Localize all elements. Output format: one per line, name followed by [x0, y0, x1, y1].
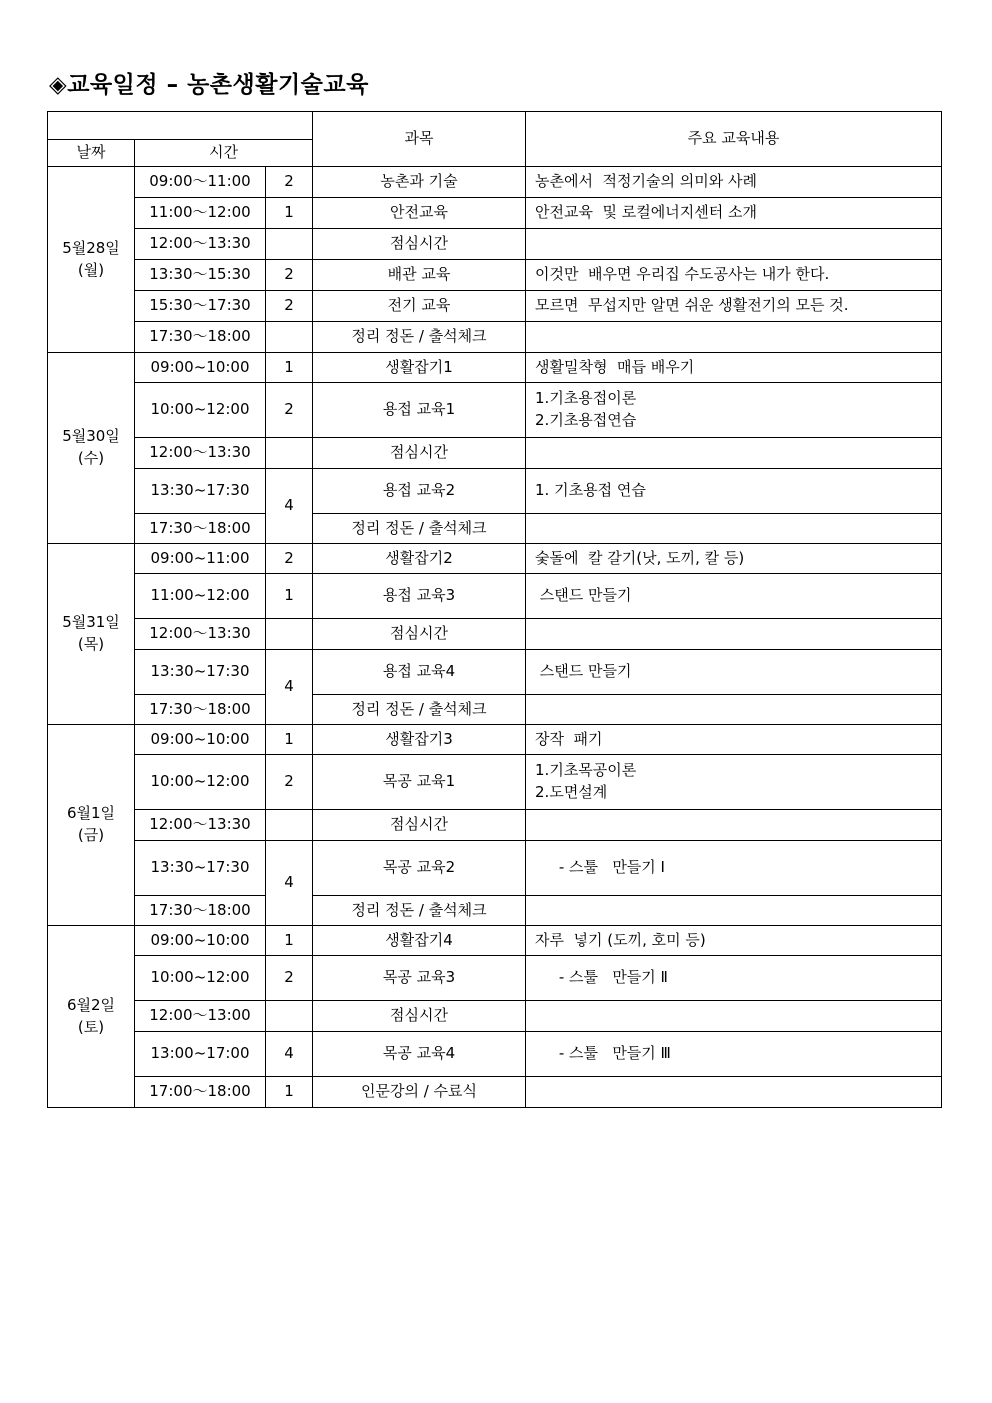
schedule-row: [48, 167, 942, 198]
content-cell: [526, 469, 942, 514]
hours-cell: [266, 229, 313, 260]
time-cell: 15:30～17:30: [135, 291, 266, 322]
date-label: 6월2일: [66, 995, 116, 1014]
content-cell: [526, 167, 942, 198]
content-cell: [526, 260, 942, 291]
hours-cell: [266, 619, 313, 650]
schedule-row: [48, 229, 942, 260]
header-date: 날짜: [48, 140, 135, 167]
content-line: 2.기초용접연습: [535, 411, 637, 429]
content-line: 스탠드 만들기: [535, 586, 632, 605]
schedule-row: [48, 544, 942, 574]
content-line: 1.기초용접이론: [535, 389, 637, 408]
content-line: - 스툴 만들기 Ⅱ: [535, 968, 668, 987]
content-cell: [526, 383, 942, 438]
content-cell: [526, 956, 942, 1001]
time-cell: 10:00~12:00: [135, 755, 266, 810]
time-cell: 09:00～11:00: [135, 167, 266, 198]
time-cell: 13:30~17:30: [135, 469, 266, 514]
subject-cell: 용접 교육1: [313, 383, 526, 438]
header-blank-cell: [48, 112, 313, 140]
time-cell: 13:30~17:30: [135, 650, 266, 695]
content-line: 2.도면설계: [535, 783, 608, 801]
content-cell: [526, 514, 942, 544]
hours-cell: 2: [266, 755, 313, 810]
content-cell: [526, 695, 942, 725]
date-label: 5월28일: [62, 238, 120, 257]
subject-cell: 점심시간: [313, 1001, 526, 1032]
content-cell: [526, 810, 942, 841]
schedule-row: [48, 574, 942, 619]
schedule-row: [48, 291, 942, 322]
hours-cell: 4: [266, 1032, 313, 1077]
subject-cell: 용접 교육3: [313, 574, 526, 619]
content-cell: [526, 755, 942, 810]
subject-cell: 정리 정돈 / 출석체크: [313, 322, 526, 353]
time-cell: 13:30～15:30: [135, 260, 266, 291]
time-cell: 11:00~12:00: [135, 574, 266, 619]
schedule-row: [48, 956, 942, 1001]
schedule-row: [48, 260, 942, 291]
date-cell: [48, 926, 135, 1108]
weekday-label: (수): [77, 449, 105, 467]
content-line: 생활밀착형 매듭 배우기: [535, 357, 695, 376]
subject-cell: 정리 정돈 / 출석체크: [313, 514, 526, 544]
weekday-label: (월): [77, 260, 105, 279]
hours-cell: 1: [266, 353, 313, 383]
schedule-row: [48, 619, 942, 650]
subject-cell: 목공 교육2: [313, 841, 526, 896]
subject-cell: 점심시간: [313, 229, 526, 260]
content-cell: [526, 1001, 942, 1032]
subject-cell: 농촌과 기술: [313, 167, 526, 198]
time-cell: 12:00～13:30: [135, 810, 266, 841]
weekday-label: (토): [77, 1017, 105, 1036]
content-line: 스탠드 만들기: [535, 662, 632, 681]
header-subject: 과목: [313, 112, 526, 167]
subject-cell: 목공 교육1: [313, 755, 526, 810]
hours-cell: 1: [266, 1077, 313, 1108]
schedule-row: [48, 469, 942, 514]
hours-cell: [266, 322, 313, 353]
subject-cell: 생활잡기2: [313, 544, 526, 574]
schedule-row: [48, 438, 942, 469]
content-line: - 스툴 만들기 Ⅰ: [535, 858, 665, 877]
hours-cell: 2: [266, 291, 313, 322]
content-cell: [526, 1032, 942, 1077]
content-line: 자루 넣기 (도끼, 호미 등): [535, 930, 706, 949]
date-cell: [48, 353, 135, 544]
subject-cell: 점심시간: [313, 619, 526, 650]
content-line: 1.기초목공이론: [535, 761, 637, 780]
time-cell: 13:30~17:30: [135, 841, 266, 896]
schedule-row: [48, 896, 942, 926]
subject-cell: 목공 교육4: [313, 1032, 526, 1077]
schedule-row: [48, 1032, 942, 1077]
date-label: 5월30일: [62, 427, 120, 446]
time-cell: 12:00～13:00: [135, 1001, 266, 1032]
hours-cell: 2: [266, 260, 313, 291]
time-cell: 09:00~10:00: [135, 353, 266, 383]
time-cell: 17:30～18:00: [135, 322, 266, 353]
subject-cell: 정리 정돈 / 출석체크: [313, 695, 526, 725]
hours-cell: 4: [266, 841, 313, 926]
subject-cell: 생활잡기1: [313, 353, 526, 383]
time-cell: 09:00~10:00: [135, 725, 266, 755]
content-line: 이것만 배우면 우리집 수도공사는 내가 한다.: [535, 265, 830, 284]
date-label: 5월31일: [62, 613, 120, 632]
schedule-row: [48, 383, 942, 438]
subject-cell: 정리 정돈 / 출석체크: [313, 896, 526, 926]
hours-cell: 2: [266, 544, 313, 574]
subject-cell: 목공 교육3: [313, 956, 526, 1001]
weekday-label: (금): [77, 826, 105, 844]
content-cell: [526, 291, 942, 322]
schedule-row: [48, 810, 942, 841]
hours-cell: 4: [266, 469, 313, 544]
subject-cell: 안전교육: [313, 198, 526, 229]
time-cell: 10:00~12:00: [135, 383, 266, 438]
hours-cell: 4: [266, 650, 313, 725]
subject-cell: 용접 교육2: [313, 469, 526, 514]
header-content: 주요 교육내용: [526, 112, 942, 167]
schedule-row: [48, 926, 942, 956]
schedule-row: [48, 725, 942, 755]
content-line: 숯돌에 칼 갈기(낫, 도끼, 칼 등): [535, 548, 745, 567]
hours-cell: 2: [266, 956, 313, 1001]
page-title: ◈교육일정 – 농촌생활기술교육: [49, 72, 369, 98]
hours-cell: 1: [266, 574, 313, 619]
content-cell: [526, 926, 942, 956]
time-cell: 17:30～18:00: [135, 695, 266, 725]
schedule-row: [48, 1001, 942, 1032]
date-cell: [48, 725, 135, 926]
content-line: - 스툴 만들기 Ⅲ: [535, 1044, 671, 1063]
content-cell: [526, 438, 942, 469]
schedule-row: [48, 841, 942, 896]
content-cell: [526, 841, 942, 896]
header-time: 시간: [135, 140, 313, 167]
content-line: 모르면 무섭지만 알면 쉬운 생활전기의 모든 것.: [535, 296, 849, 315]
subject-cell: 배관 교육: [313, 260, 526, 291]
hours-cell: [266, 438, 313, 469]
schedule-row: [48, 755, 942, 810]
content-cell: [526, 619, 942, 650]
hours-cell: 2: [266, 383, 313, 438]
time-cell: 12:00～13:30: [135, 619, 266, 650]
content-cell: [526, 574, 942, 619]
content-cell: [526, 353, 942, 383]
content-cell: [526, 1077, 942, 1108]
time-cell: 12:00～13:30: [135, 438, 266, 469]
schedule-row: [48, 1077, 942, 1108]
content-cell: [526, 198, 942, 229]
time-cell: 17:00～18:00: [135, 1077, 266, 1108]
content-line: 장작 패기: [535, 729, 603, 748]
time-cell: 09:00~11:00: [135, 544, 266, 574]
time-cell: 11:00～12:00: [135, 198, 266, 229]
date-label: 6월1일: [66, 804, 116, 823]
content-cell: [526, 896, 942, 926]
schedule-row: [48, 695, 942, 725]
subject-cell: 생활잡기4: [313, 926, 526, 956]
subject-cell: 점심시간: [313, 438, 526, 469]
content-line: 농촌에서 적정기술의 의미와 사례: [535, 172, 757, 191]
time-cell: 12:00～13:30: [135, 229, 266, 260]
content-cell: [526, 544, 942, 574]
content-line: 안전교육 및 로컬에너지센터 소개: [535, 203, 757, 222]
time-cell: 09:00~10:00: [135, 926, 266, 956]
content-cell: [526, 650, 942, 695]
hours-cell: [266, 810, 313, 841]
subject-cell: 용접 교육4: [313, 650, 526, 695]
schedule-row: [48, 322, 942, 353]
hours-cell: [266, 1001, 313, 1032]
content-cell: [526, 322, 942, 353]
subject-cell: 점심시간: [313, 810, 526, 841]
hours-cell: 1: [266, 198, 313, 229]
date-cell: [48, 167, 135, 353]
hours-cell: 1: [266, 926, 313, 956]
schedule-row: [48, 650, 942, 695]
hours-cell: 1: [266, 725, 313, 755]
time-cell: 17:30～18:00: [135, 514, 266, 544]
time-cell: 13:00~17:00: [135, 1032, 266, 1077]
content-line: 1. 기초용접 연습: [535, 481, 646, 500]
date-cell: [48, 544, 135, 725]
subject-cell: 인문강의 / 수료식: [313, 1077, 526, 1108]
schedule-row: [48, 353, 942, 383]
subject-cell: 생활잡기3: [313, 725, 526, 755]
time-cell: 17:30～18:00: [135, 896, 266, 926]
content-cell: [526, 229, 942, 260]
hours-cell: 2: [266, 167, 313, 198]
weekday-label: (목): [77, 635, 105, 653]
content-cell: [526, 725, 942, 755]
schedule-row: [48, 514, 942, 544]
schedule-row: [48, 198, 942, 229]
subject-cell: 전기 교육: [313, 291, 526, 322]
schedule-table: [47, 111, 942, 1108]
time-cell: 10:00~12:00: [135, 956, 266, 1001]
